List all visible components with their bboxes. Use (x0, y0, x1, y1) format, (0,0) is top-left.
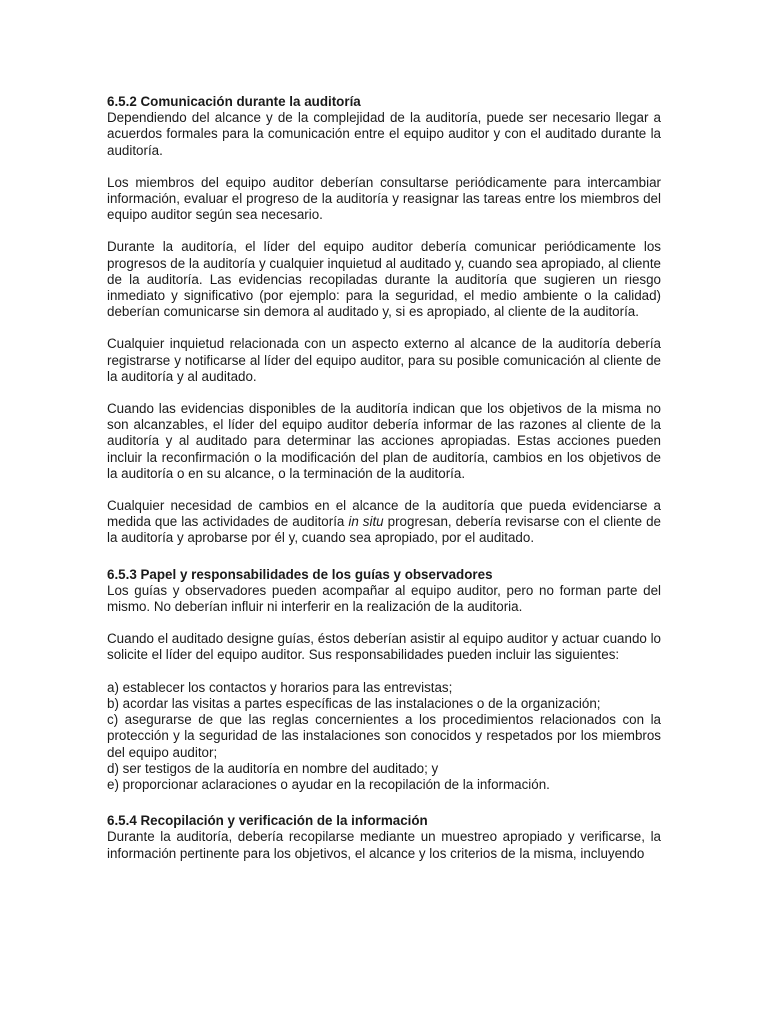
list-item: b) acordar las visitas a partes específicas de las instalaciones o de la organización; (107, 695, 601, 711)
paragraph: Los guías y observadores pueden acompañar al equipo auditor, pero no forman parte del mismo. No deberían influir ni interferir en la realización de la auditoria. (107, 582, 661, 615)
section-heading-6-5-2: 6.5.2 Comunicación durante la auditoría (107, 94, 361, 109)
paragraph: Durante la auditoría, debería recopilarse mediante un muestreo apropiado y verificarse, la información pertinente para los objetivos, el alcance y los criterios de la misma, incluyendo (107, 829, 661, 861)
list-item: e) proporcionar aclaraciones o ayudar en la recopilación de la información. (107, 776, 550, 792)
paragraph: Cuando las evidencias disponibles de la auditoría indican que los objetivos de la misma no son alcanzables, el líder del equipo auditor debería informar de las razones al cliente de la auditoría y al auditado para determinar las acciones apropiadas. Estas acciones pueden incluir la reconfirmación o la modificación del plan de auditoría, cambios en los objetivos de la auditoría o en su alcance, o la terminación de la auditoría. (107, 401, 661, 481)
paragraph: Cuando el auditado designe guías, éstos deberían asistir al equipo auditor y actuar cuando lo solicite el líder del equipo auditor. Sus responsabilidades pueden incluir las siguientes: (107, 631, 661, 663)
section-heading-6-5-4: 6.5.4 Recopilación y verificación de la información (107, 813, 428, 829)
list-item: c) asegurarse de que las reglas concernientes a los procedimientos relacionados con la protección y la seguridad de las instalaciones son conocidos y respetados por los miembros del equipo auditor; (107, 712, 661, 760)
list-item: a) establecer los contactos y horarios para las entrevistas; (107, 679, 453, 695)
text-run: Cualquier necesidad de cambios en el alcance de la auditoría que pueda evidenciarse a medida que las actividades de auditoría (107, 498, 661, 530)
paragraph: Cualquier inquietud relacionada con un aspecto externo al alcance de la auditoría debería registrarse y notificarse al líder del equipo auditor, para su posible comunicación al cliente de la auditoría y al auditado. (107, 336, 661, 384)
paragraph (107, 498, 661, 547)
paragraph: Dependiendo del alcance y de la complejidad de la auditoría, puede ser necesario llegar a acuerdos formales para la comunicación entre el equipo auditor y con el auditado durante la auditoría. (107, 110, 661, 158)
document-page (107, 94, 661, 862)
paragraph: Los miembros del equipo auditor deberían consultarse periódicamente para intercambiar información, evaluar el progreso de la auditoría y reasignar las tareas entre los miembros del equipo auditor según sea necesario. (107, 174, 661, 223)
list-item: d) ser testigos de la auditoría en nombre del auditado; y (107, 760, 439, 776)
section-heading-6-5-3: 6.5.3 Papel y responsabilidades de los guías y observadores (107, 566, 493, 582)
italic-text: in situ (348, 514, 384, 530)
paragraph: Durante la auditoría, el líder del equipo auditor debería comunicar periódicamente los progresos de la auditoría y cualquier inquietud al auditado y, cuando sea apropiado, al cliente de la auditoría. Las evidencias recopiladas durante la auditoría que sugieren un riesgo inmediato y significativo (por ejemplo: para la seguridad, el medio ambiente o la calidad) deberían comunicarse sin demora al auditado y, si es apropiado, al cliente de la auditoría. (107, 239, 661, 320)
text-run: progresan, debería revisarse con el cliente de la auditoría y aprobarse por él y, cuando sea apropiado, por el auditado. (107, 514, 661, 546)
